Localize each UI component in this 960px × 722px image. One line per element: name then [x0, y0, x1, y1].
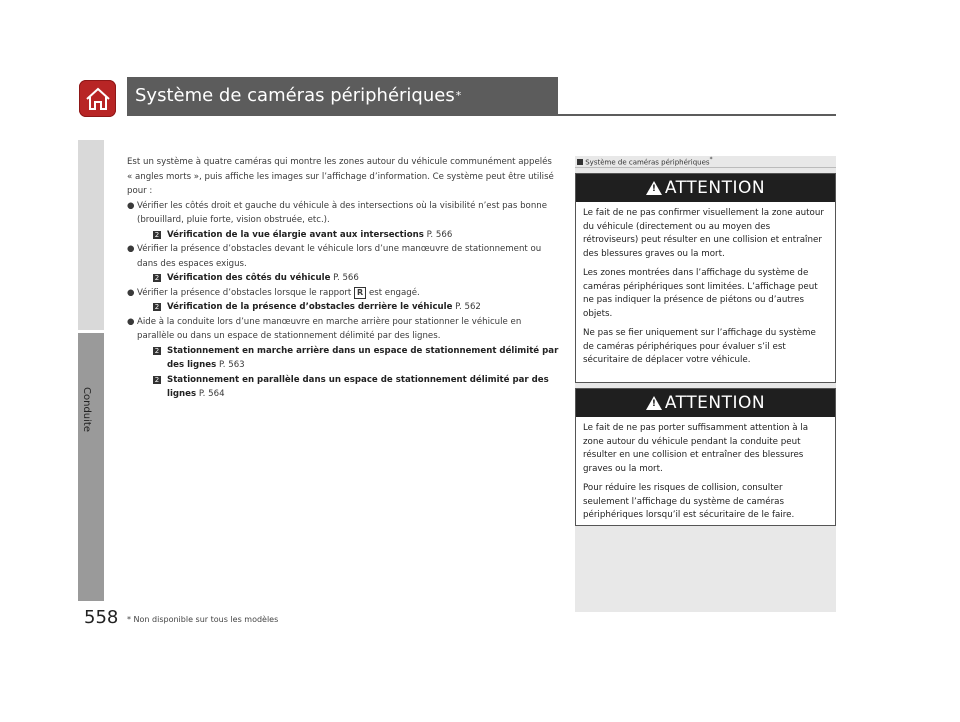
warning-label: ATTENTION [664, 393, 766, 413]
reference-page: P. 566 [426, 229, 453, 240]
sidebar-heading [577, 157, 713, 166]
list-item [127, 242, 559, 271]
reference-title: Stationnement en marche arrière dans un espace de stationnement délimité par des lignes [167, 345, 559, 370]
cross-reference-link[interactable] [127, 228, 559, 243]
warning-paragraph: Ne pas se fier uniquement sur l’affichage du système de caméras périphériques pour évaluer s’il est sécuritaire de déplacer votre véhicule. [583, 328, 816, 365]
cross-reference-link[interactable] [127, 271, 559, 286]
reference-title: Vérification de la vue élargie avant aux intersections [167, 229, 424, 240]
warning-body [576, 202, 835, 373]
list-item [127, 315, 559, 344]
side-tab-active[interactable] [78, 333, 104, 601]
list-item-text: Vérifier la présence d’obstacles devant le véhicule lors d’une manœuvre de stationnement ou dans des espaces exigus. [137, 244, 542, 269]
section-label: Conduite [81, 387, 92, 432]
sidebar-heading-rule [575, 167, 836, 168]
cross-reference-link[interactable] [127, 373, 559, 402]
home-button[interactable] [79, 80, 116, 117]
reference-arrow-icon: 2 [154, 230, 160, 239]
sidebar-heading-asterisk: * [709, 157, 713, 163]
warning-paragraph: Le fait de ne pas confirmer visuellement la zone autour du véhicule (directement ou au moyen des rétroviseurs) peut résulter en une collision et entraîner des blessures graves ou la mort. [583, 208, 824, 259]
side-tab-inactive [78, 140, 104, 330]
warning-header [576, 174, 835, 202]
cross-reference-link[interactable] [127, 344, 559, 373]
bullet-icon: ● [127, 200, 135, 211]
reference-title: Stationnement en parallèle dans un espace de stationnement délimité par des lignes [167, 374, 549, 399]
reference-page: P. 562 [455, 302, 481, 312]
title-asterisk: * [455, 89, 462, 102]
reference-arrow-icon: 2 [154, 274, 160, 282]
page-title-text: Système de caméras périphériques [135, 85, 455, 106]
warning-paragraph: Les zones montrées dans l’affichage du système de caméras périphériques sont limitées. L’affichage peut ne pas indiquer la présence de piétons ou d’autres objets. [583, 268, 818, 319]
list-item-text: Aide à la conduite lors d’une manœuvre en marche arrière pour stationner le véhicule en parallèle ou dans un espace de stationnement délimité par des lignes. [137, 316, 522, 341]
warning-header [576, 389, 835, 417]
reference-page: P. 563 [218, 360, 245, 370]
reference-title: Vérification de la présence d’obstacles derrière le véhicule [167, 302, 453, 312]
title-underline [127, 114, 836, 116]
reference-arrow-icon: 2 [154, 375, 160, 384]
list-item [127, 199, 559, 228]
warning-label: ATTENTION [664, 178, 766, 198]
warning-body [576, 417, 835, 528]
reference-title: Vérification des côtés du véhicule [167, 273, 331, 283]
warning-paragraph: Le fait de ne pas porter suffisamment attention à la zone autour du véhicule pendant la conduite peut résulter en une collision et entraîner des blessures graves ou la mort. [583, 423, 809, 474]
cross-reference-link[interactable] [127, 300, 559, 315]
home-icon [85, 87, 111, 111]
main-content [127, 155, 559, 402]
reference-arrow-icon: 2 [154, 346, 160, 355]
page-number: 558 [84, 607, 119, 628]
warning-box [575, 388, 836, 526]
bullet-icon: ● [127, 287, 135, 298]
warning-triangle-icon: ! [646, 181, 662, 195]
warning-triangle-icon: ! [646, 396, 662, 410]
bullet-icon: ● [127, 244, 135, 254]
gear-key-r: R [354, 287, 366, 299]
list-item-text: Vérifier les côtés droit et gauche du véhicule à des intersections où la visibilité n’est pas bonne (brouillard, pluie forte, vision obstruée, etc.). [137, 200, 547, 225]
reference-arrow-icon: 2 [154, 303, 160, 311]
list-item [127, 286, 559, 301]
warning-paragraph: Pour réduire les risques de collision, consulter seulement l’affichage du système de caméras périphériques lorsqu’il est sécuritaire de le faire. [583, 483, 795, 520]
list-item-text-after: est engagé. [368, 287, 420, 298]
list-item-text-before: Vérifier la présence d’obstacles lorsque le rapport [137, 287, 352, 298]
warning-box [575, 173, 836, 383]
intro-paragraph: Est un système à quatre caméras qui montre les zones autour du véhicule communément appelés « angles morts », puis affiche les images sur l’affichage d’information. Ce système peut être utilisé pour : [127, 157, 554, 196]
reference-page: P. 566 [333, 273, 359, 283]
reference-page: P. 564 [198, 389, 225, 399]
sidebar-heading-icon [577, 159, 583, 165]
footnote: * Non disponible sur tous les modèles [127, 615, 279, 624]
bullet-icon: ● [127, 316, 135, 327]
page-title [127, 77, 558, 114]
sidebar-heading-text: Système de caméras périphériques [585, 158, 710, 167]
